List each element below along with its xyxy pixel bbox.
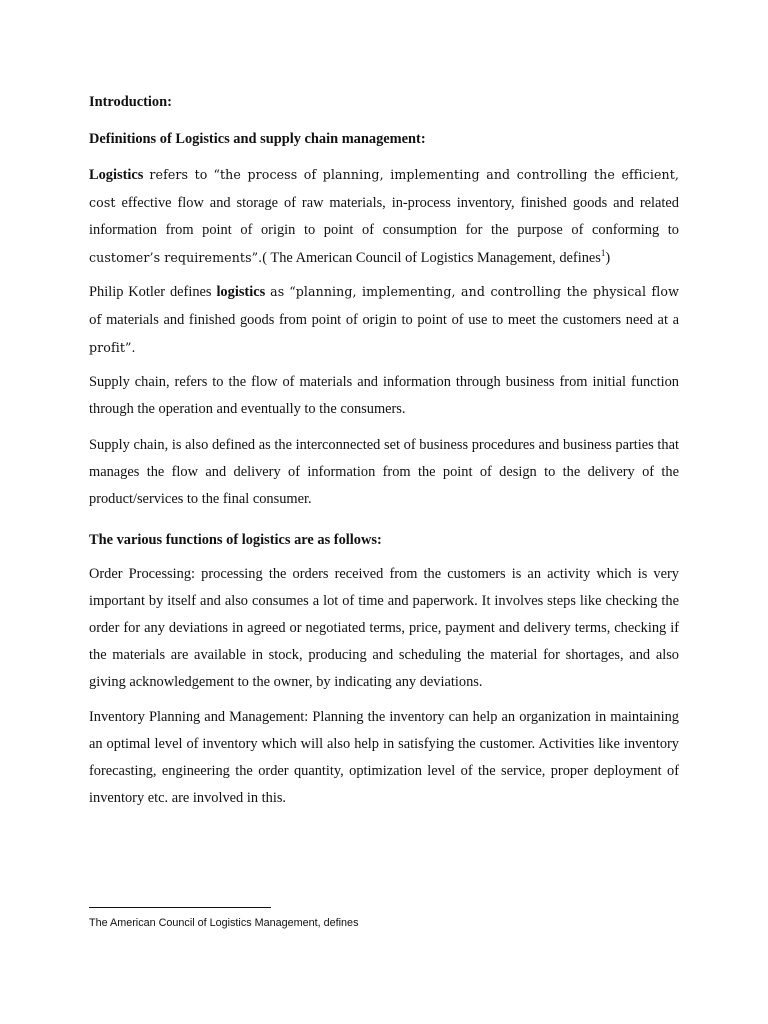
introduction-heading: Introduction: — [89, 94, 172, 110]
logistics-quote-rest: effective flow and storage of raw materials, in-process inventory, finished goods and related information from point of origin to point of consumption for the purpose of conforming to — [89, 195, 679, 238]
kotler-quote-end: profit”. — [89, 340, 136, 355]
functions-heading: The various functions of logistics are as follows: — [89, 532, 382, 548]
citation-close: ) — [605, 250, 611, 266]
supply-chain-paragraph-1: Supply chain, refers to the flow of materials and information through business from initial function through the operation and eventually to the consumers. — [89, 374, 679, 417]
definitions-heading: Definitions of Logistics and supply chain management: — [89, 131, 426, 147]
supply-chain-paragraph-2: Supply chain, is also defined as the interconnected set of business procedures and business parties that manages the flow and delivery of information from the point of design to the delivery of the product/services to the final consumer. — [89, 437, 679, 507]
refers-to-text: refers to — [149, 167, 208, 182]
inventory-planning-paragraph: Inventory Planning and Management: Planning the inventory can help an organization in maintaining an optimal level of inventory which will also help in satisfying the customer. Activities like inventory forecasting, engineering the order quantity, optimization level of the service, proper deployment of inventory etc. are involved in this. — [89, 709, 679, 806]
kotler-logistics-term: logistics — [216, 284, 266, 300]
logistics-quote: “the process of planning, implementing and controlling the efficient, cost — [89, 167, 679, 210]
footnote-marker[interactable]: 1 — [600, 248, 606, 259]
order-processing-paragraph: Order Processing: processing the orders received from the customers is an activity which is very important by itself and also consumes a lot of time and paperwork. It involves steps like checking the order for any deviations in agreed or negotiated terms, price, payment and delivery terms, checking if the materials are available in stock, producing and scheduling the material for shortages, and also giving acknowledgement to the owner, by indicating any deviations. — [89, 566, 679, 690]
kotler-as: as — [270, 284, 285, 299]
kotler-quote: “planning, implementing, and controlling the physical flow of — [89, 284, 679, 327]
logistics-citation: ( The American Council of Logistics Management, defines — [262, 250, 601, 266]
logistics-quote-end: customer’s requirements”. — [89, 250, 263, 265]
logistics-definition-paragraph — [89, 161, 679, 272]
kotler-definition-paragraph — [89, 278, 679, 362]
footnote-divider — [89, 907, 271, 908]
kotler-quote-rest: materials and finished goods from point of origin to point of use to meet the customers need at a — [106, 312, 679, 328]
footnote-text: The American Council of Logistics Management, defines — [89, 917, 359, 929]
kotler-lead: Philip Kotler defines — [89, 284, 212, 300]
logistics-term: Logistics — [89, 167, 144, 183]
